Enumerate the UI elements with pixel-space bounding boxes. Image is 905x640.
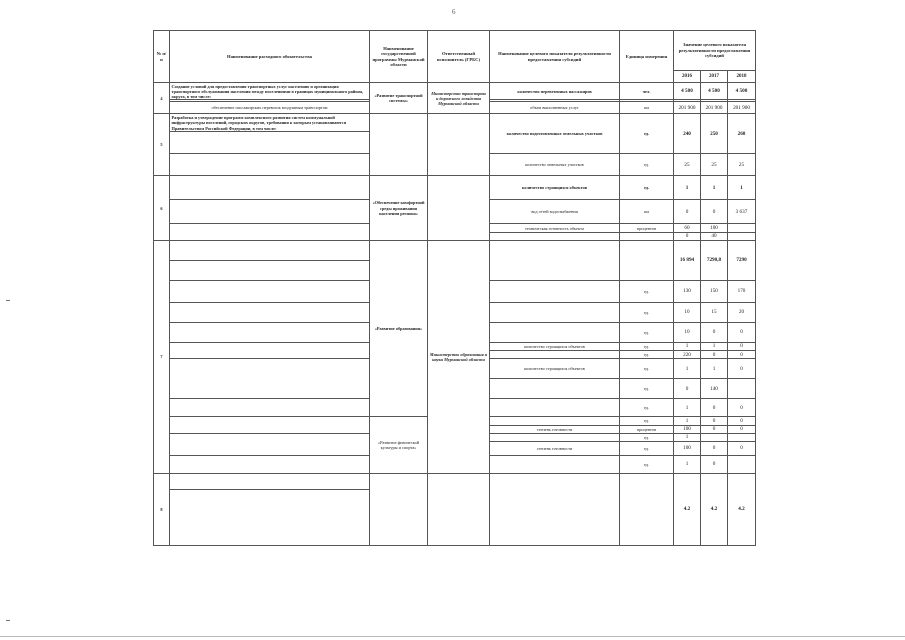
- section-7-row-4-v2018: 0: [728, 322, 756, 342]
- section-7-row-4-unit: ед.: [620, 322, 674, 342]
- section-7b-row-4-v2017: 0: [701, 442, 728, 456]
- section-7-row-8-v2017: 140: [701, 379, 728, 399]
- section-7b-row-4-v2018: 0: [728, 442, 756, 456]
- section-7b-row-5-name: [170, 456, 370, 474]
- section-6-row-3-v2016: 60: [674, 224, 701, 232]
- section-7-row-2-indicator: [490, 280, 620, 302]
- section-8-row-1-v2016: 4.2: [674, 474, 701, 546]
- section-5-row-1-v2016: 240: [674, 114, 701, 154]
- subsidy-indicators-table: [153, 30, 756, 546]
- section-6-title: [170, 176, 370, 200]
- section-7-row-3-v2017: 15: [701, 302, 728, 322]
- section-7-row-8-v2018: [728, 379, 756, 399]
- section-5-row-2-indicator: количество земельных участков: [490, 154, 620, 176]
- section-5-header: [154, 114, 756, 132]
- section-6-row-4-v2017: 40: [701, 232, 728, 240]
- section-4-row-1-v2017: 4 500: [701, 83, 728, 100]
- header-unit: Единица измерения: [620, 31, 674, 83]
- section-7-row-2-v2016: 130: [674, 280, 701, 302]
- section-7-row-1-indicator: [490, 240, 620, 280]
- section-4-row-2-v2016: 201 900: [674, 102, 701, 114]
- section-7b-row-5-v2017: 0: [701, 456, 728, 474]
- section-8-program: [370, 474, 428, 546]
- section-6-row-2-v2017: 0: [701, 200, 728, 224]
- section-7-row-5-indicator: количество строящихся объектов: [490, 342, 620, 350]
- section-7-title: [170, 240, 370, 260]
- section-4-title: Создание условий для предоставления транспортных услуг населению и организация транспортного обслуживания населения между поселениями в границах муниципального района, округа, в том числе:: [170, 83, 370, 100]
- section-7-row-6-unit: ед.: [620, 351, 674, 359]
- section-7b-row-2-v2018: 0: [728, 425, 756, 433]
- section-7-row-2-unit: ед.: [620, 280, 674, 302]
- section-7b-row-4-indicator: степень готовности: [490, 442, 620, 456]
- header-indicator-name: Наименование целевого показателя результативности предоставления субсидий: [490, 31, 620, 83]
- section-7-row-1-v2017: 7290,8: [701, 240, 728, 280]
- page-marker: 6: [452, 8, 456, 16]
- section-7-row-9-v2016: 1: [674, 399, 701, 417]
- section-5-row-2-v2016: 25: [674, 154, 701, 176]
- section-7b-row-4-unit: ед.: [620, 442, 674, 456]
- header-program: Наименование государственной программы Мурманской области: [370, 31, 428, 83]
- section-6-row-1-v2016: 1: [674, 176, 701, 200]
- section-5-row-1-indicator: количество подготовленных земельных участков: [490, 114, 620, 154]
- section-7b-row-1-name: [170, 417, 370, 433]
- section-7b-program: «Развитие физической культуры и спорта»: [370, 417, 428, 474]
- section-7-row-2-v2017: 150: [701, 280, 728, 302]
- section-7b-row-5-indicator: [490, 456, 620, 474]
- section-7-row-7-indicator: количество строящихся объектов: [490, 359, 620, 379]
- section-6-row-1-v2017: 1: [701, 176, 728, 200]
- section-7b-row-3-v2016: 1: [674, 433, 701, 441]
- section-7-row-6-v2018: 0: [728, 351, 756, 359]
- section-4-row-2-v2018: 201 900: [728, 102, 756, 114]
- header-year-2017: 2017: [701, 71, 728, 83]
- section-7-row-5-name: [170, 342, 370, 358]
- section-6-row-2-v2018: 3 637: [728, 200, 756, 224]
- section-7-row-9-v2017: 0: [701, 399, 728, 417]
- section-6-row-1-indicator: количество строящихся объектов: [490, 176, 620, 200]
- header-executor: Ответственный исполнитель (ГРБС): [428, 31, 490, 83]
- section-5-title: Разработка и утверждение программ комплексного развития систем коммунальной инфраструктуры поселений, городских округов, требования к которым устанавливаются Правительством Российской Федерации, в том числе:: [170, 114, 370, 132]
- section-8-row-1-name: [170, 490, 370, 546]
- section-4-header: [154, 83, 756, 100]
- section-6-num: 6: [154, 176, 170, 240]
- section-7-row-4-v2016: 10: [674, 322, 701, 342]
- section-7-row-7-unit: ед.: [620, 359, 674, 379]
- section-6-row-4-v2016: 0: [674, 232, 701, 240]
- section-4-row-2-unit: км: [620, 102, 674, 114]
- section-5-row-1-v2018: 260: [728, 114, 756, 154]
- section-7-row-1-v2016: 16 894: [674, 240, 701, 280]
- section-7-row-8-indicator: [490, 379, 620, 399]
- section-7-row-9-name: [170, 399, 370, 417]
- section-7-row-6-v2016: 220: [674, 351, 701, 359]
- section-4-row-2-indicator: объем выполненных услуг: [490, 102, 620, 114]
- section-7-row-9-v2018: 0: [728, 399, 756, 417]
- section-5-row-2-name: [170, 154, 370, 176]
- section-6-row-2-unit: км: [620, 200, 674, 224]
- section-7-executor: Министерство образования и науки Мурманской области: [428, 240, 490, 473]
- header-year-2018: 2018: [728, 71, 756, 83]
- section-7-num: 7: [154, 240, 170, 473]
- header-values-title: Значение целевого показателя результативности предоставления субсидий: [674, 31, 756, 71]
- section-7b-row-3-v2017: [701, 433, 728, 441]
- section-6-row-4-indicator: [490, 232, 620, 240]
- section-7-header: [154, 240, 756, 260]
- section-7-row-1-name: [170, 260, 370, 280]
- section-7-row-2-name: [170, 280, 370, 302]
- section-6-row-3-unit: процентов: [620, 224, 674, 232]
- section-8-num: 8: [154, 474, 170, 546]
- section-7b-row-1-v2018: 0: [728, 417, 756, 425]
- section-5-program: [370, 114, 428, 176]
- section-7-row-3-unit: ед.: [620, 302, 674, 322]
- section-7-row-5-v2016: 1: [674, 342, 701, 350]
- section-7b-row-1-unit: ед.: [620, 417, 674, 425]
- section-6-row-3-v2018: [728, 224, 756, 232]
- section-4-row-1-unit: чел.: [620, 83, 674, 100]
- section-7-row-7-name: [170, 359, 370, 399]
- section-5-row-1-name: [170, 132, 370, 154]
- header-obligation: Наименование расходного обязательства: [170, 31, 370, 83]
- section-8-row-1-v2017: 4.2: [701, 474, 728, 546]
- section-8-row-1-v2018: 4.2: [728, 474, 756, 546]
- section-7-row-8-v2016: 0: [674, 379, 701, 399]
- section-7-row-7-v2016: 1: [674, 359, 701, 379]
- section-7-row-7-v2017: 1: [701, 359, 728, 379]
- section-7b-row-3-name: [170, 433, 370, 455]
- section-6-program: «Обеспечение комфортной среды проживания населения региона»: [370, 176, 428, 240]
- section-7b-row-1-v2017: 0: [701, 417, 728, 425]
- section-7-row-7-v2018: 0: [728, 359, 756, 379]
- header-row: [154, 31, 756, 71]
- section-5-row-1-v2017: 250: [701, 114, 728, 154]
- section-5-row-2-v2017: 25: [701, 154, 728, 176]
- section-7-row-2-v2018: 170: [728, 280, 756, 302]
- section-7b-row-1-indicator: [490, 417, 620, 425]
- section-8-header: [154, 474, 756, 490]
- section-4-program: «Развитие транспортной системы»: [370, 83, 428, 114]
- section-7b-row-3-unit: ед.: [620, 433, 674, 441]
- section-8-executor: [428, 474, 490, 546]
- section-4-row-2-name: обеспечение пассажирских перевозок воздушным транспортом: [170, 102, 370, 114]
- section-4-executor: Министерство транспорта и дорожного хозяйства Мурманской области: [428, 83, 490, 114]
- section-5-num: 5: [154, 114, 170, 176]
- section-5-row-2-v2018: 25: [728, 154, 756, 176]
- section-7b-row-2-indicator: степень готовности: [490, 425, 620, 433]
- section-7-row-6-v2017: 0: [701, 351, 728, 359]
- section-4-num: 4: [154, 83, 170, 114]
- section-7b-row-1-v2016: 1: [674, 417, 701, 425]
- section-5-row-2-unit: ед.: [620, 154, 674, 176]
- section-6-row-4-v2018: [728, 232, 756, 240]
- section-6-row-4-unit: [620, 232, 674, 240]
- section-7-row-3-indicator: [490, 302, 620, 322]
- section-7b-row-2-v2017: 0: [701, 425, 728, 433]
- section-7-program: «Развитие образования»: [370, 240, 428, 416]
- section-5-row-1-unit: ед.: [620, 114, 674, 154]
- section-7b-row-2-v2016: 100: [674, 425, 701, 433]
- section-7-row-4-indicator: [490, 322, 620, 342]
- section-4-row-1-indicator: количество перевезенных пассажиров: [490, 83, 620, 100]
- section-6-header: [154, 176, 756, 200]
- section-6-row-2-indicator: вод сетей водоснабжения: [490, 200, 620, 224]
- section-4-row-1-v2016: 4 500: [674, 83, 701, 100]
- section-6-row-1-v2018: 1: [728, 176, 756, 200]
- section-7b-row-2-unit: процентов: [620, 425, 674, 433]
- section-8-row-1-unit: [620, 474, 674, 546]
- section-7b-row-3-v2018: [728, 433, 756, 441]
- section-7-row-5-v2017: 1: [701, 342, 728, 350]
- section-7-row-4-v2017: 0: [701, 322, 728, 342]
- section-6-row-3-v2017: 100: [701, 224, 728, 232]
- section-7-row-5-v2018: 0: [728, 342, 756, 350]
- section-7-row-3-name: [170, 302, 370, 322]
- section-4-row-2-v2017: 201 900: [701, 102, 728, 114]
- section-7-row-8-unit: ед.: [620, 379, 674, 399]
- section-8-row-1-indicator: [490, 474, 620, 546]
- section-7b-row-3-indicator: [490, 433, 620, 441]
- section-7-row-3-v2018: 20: [728, 302, 756, 322]
- section-7-row-5-unit: ед.: [620, 342, 674, 350]
- header-year-2016: 2016: [674, 71, 701, 83]
- section-7b-row-5-v2016: 1: [674, 456, 701, 474]
- section-6-row-3-indicator: техническая готовность объекта: [490, 224, 620, 232]
- section-7-row-9-unit: ед.: [620, 399, 674, 417]
- section-7b-row-5-v2018: [728, 456, 756, 474]
- section-7-row-4-name: [170, 322, 370, 342]
- section-6-executor: [428, 176, 490, 240]
- section-7-row-1-v2018: 7290: [728, 240, 756, 280]
- section-4-row-1-v2018: 4 500: [728, 83, 756, 100]
- scan-mark: [6, 300, 10, 301]
- header-num: № п/п: [154, 31, 170, 83]
- section-8-title: [170, 474, 370, 490]
- section-6-row-3-name: [170, 224, 370, 240]
- section-7-row-1-unit: [620, 240, 674, 280]
- section-6-row-2-v2016: 0: [674, 200, 701, 224]
- section-5-executor: [428, 114, 490, 176]
- section-7-row-3-v2016: 10: [674, 302, 701, 322]
- scan-mark: [0, 636, 905, 637]
- section-6-row-2-name: [170, 200, 370, 224]
- section-7b-row-5-unit: ед.: [620, 456, 674, 474]
- scan-mark: [6, 620, 10, 621]
- section-6-row-1-unit: ед.: [620, 176, 674, 200]
- section-7-row-9-indicator: [490, 399, 620, 417]
- section-7-row-6-indicator: [490, 351, 620, 359]
- section-7b-row-4-v2016: 100: [674, 442, 701, 456]
